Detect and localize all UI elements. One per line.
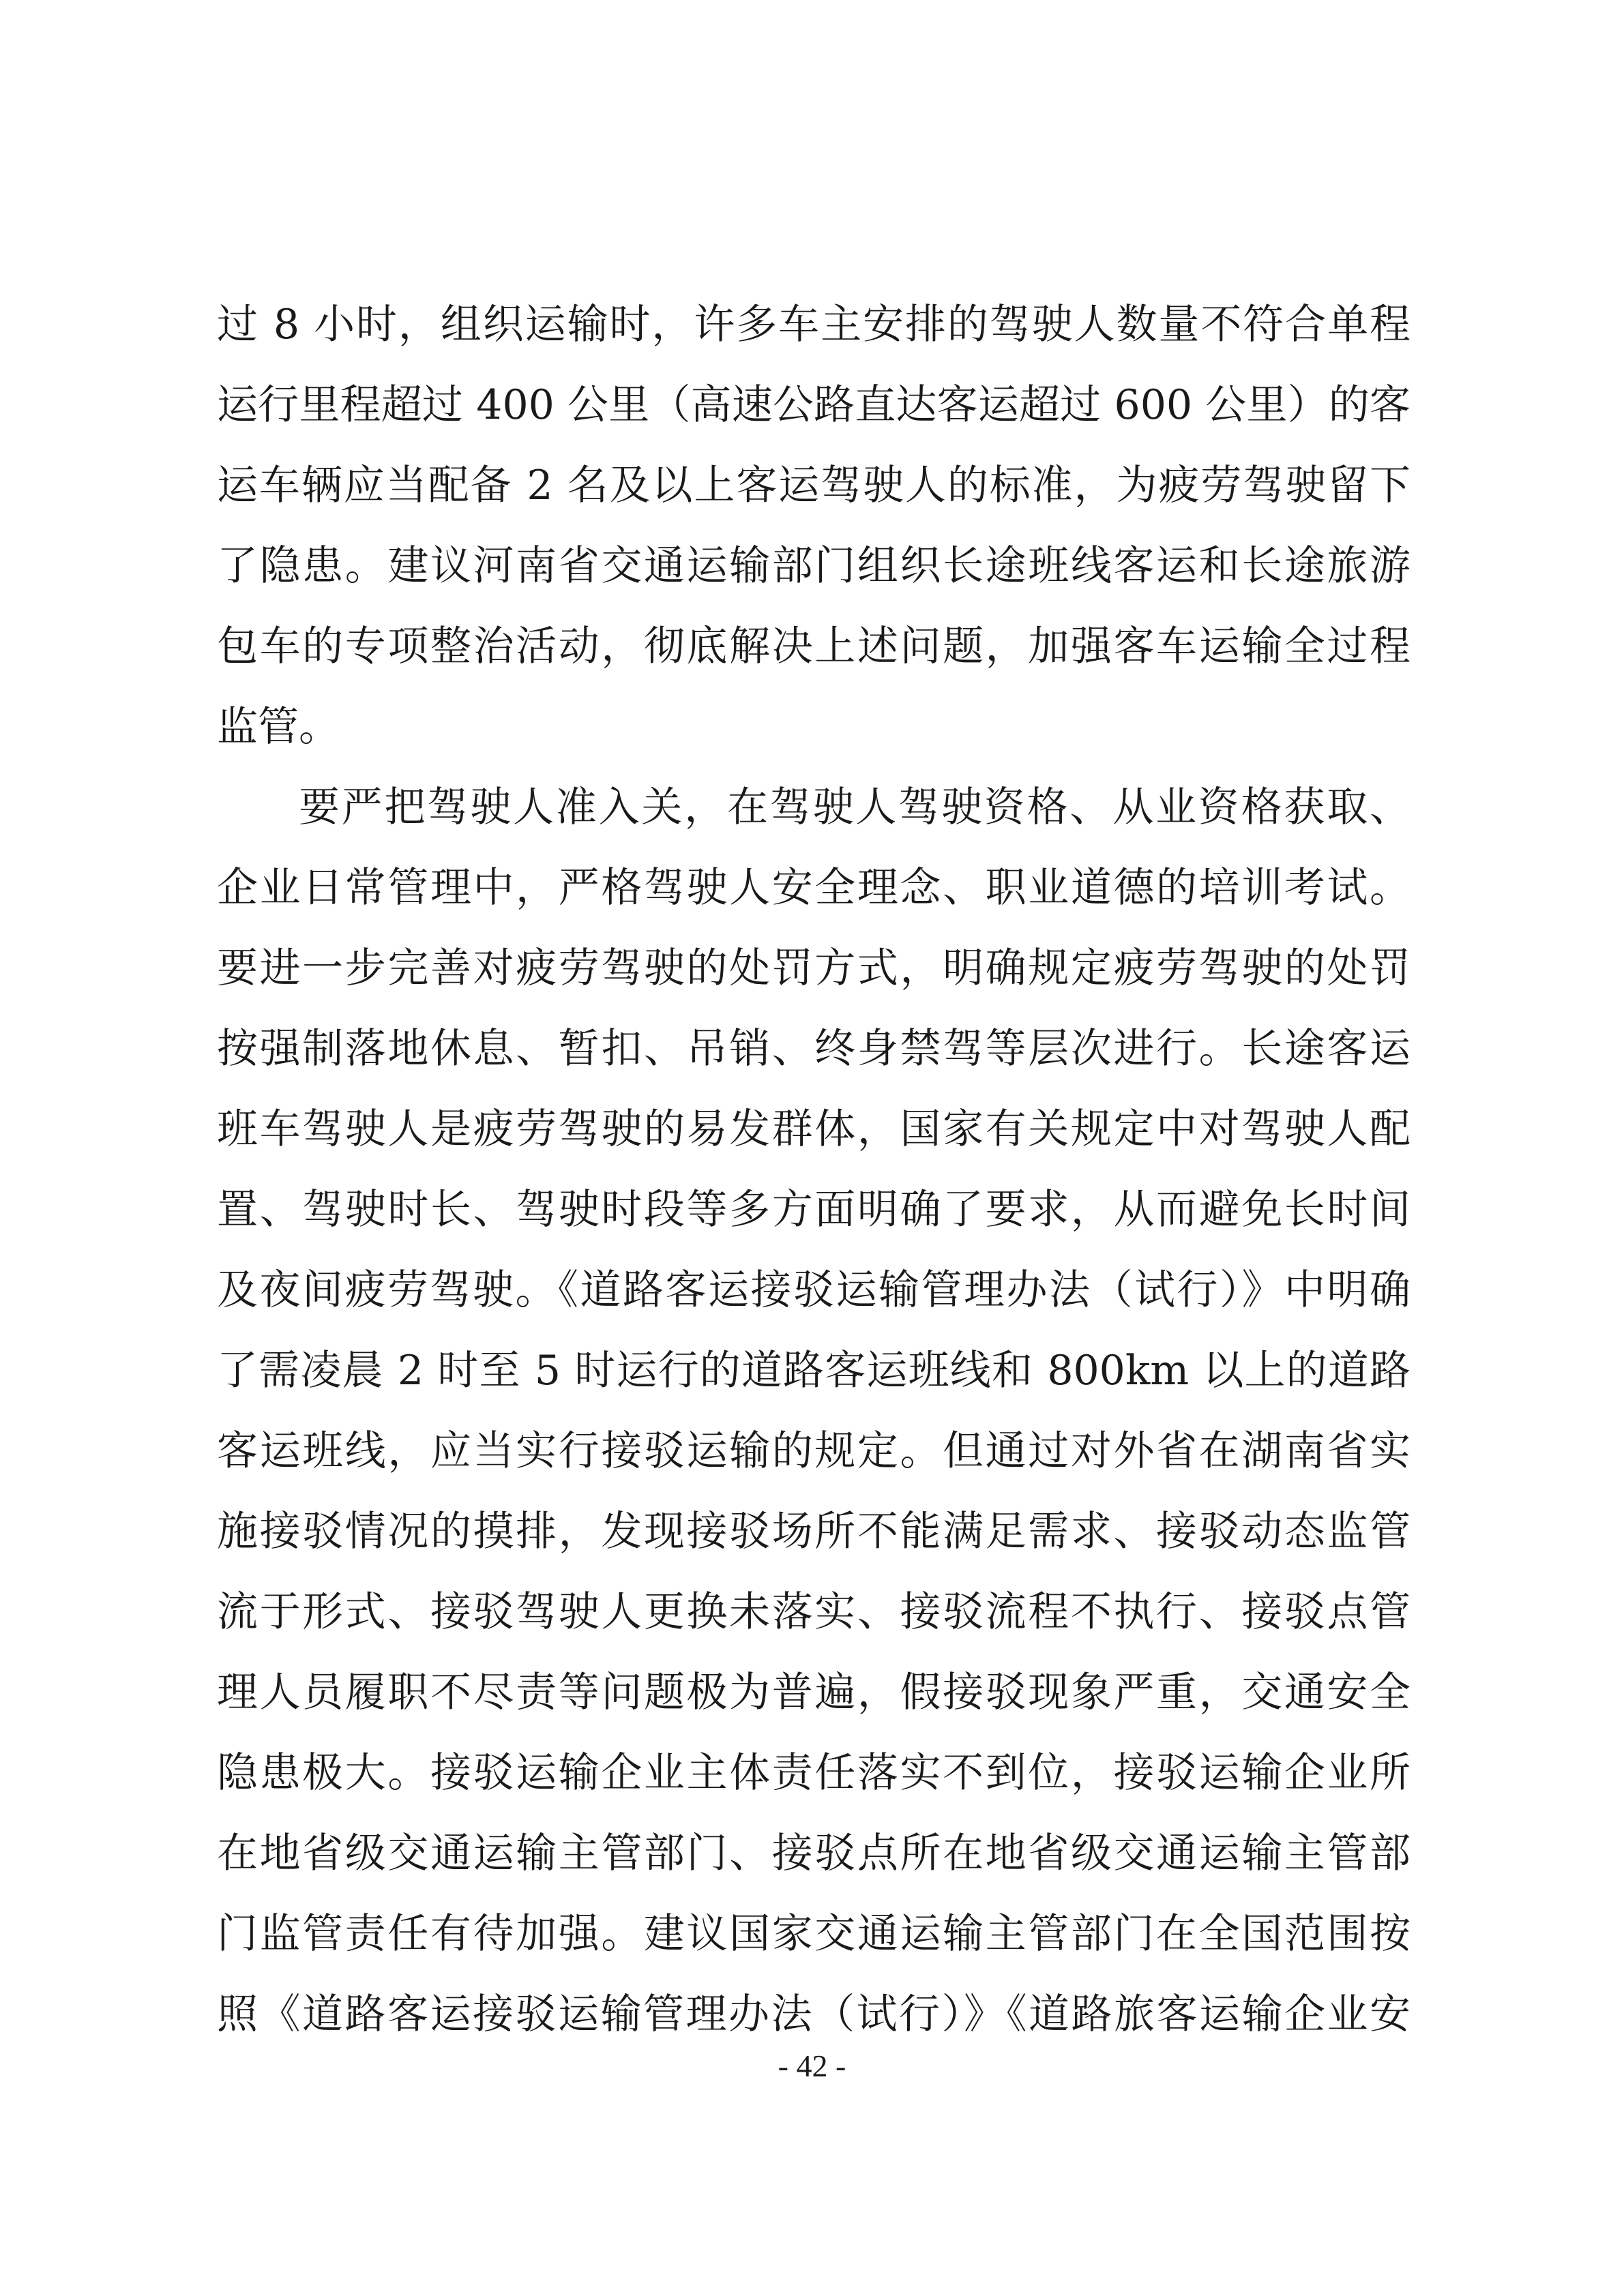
- paragraph-2-line-5: 班车驾驶人是疲劳驾驶的易发群体，国家有关规定中对驾驶人配: [217, 1105, 1411, 1153]
- paragraph-2-line-15: 门监管责任有待加强。建议国家交通运输主管部门在全国范围按: [217, 1910, 1411, 1958]
- paragraph-1-line-6: 监管。: [217, 703, 340, 751]
- paragraph-1-line-4: 了隐患。建议河南省交通运输部门组织长途班线客运和长途旅游: [217, 542, 1411, 590]
- paragraph-2-line-7: 及夜间疲劳驾驶。《道路客运接驳运输管理办法（试行）》中明确: [217, 1266, 1411, 1314]
- page-number: - 42 -: [778, 2048, 846, 2083]
- paragraph-1-line-3: 运车辆应当配备 2 名及以上客运驾驶人的标准，为疲劳驾驶留下: [217, 462, 1411, 509]
- paragraph-2-line-14: 在地省级交通运输主管部门、接驳点所在地省级交通运输主管部: [217, 1830, 1411, 1877]
- paragraph-2-line-2: 企业日常管理中，严格驾驶人安全理念、职业道德的培训考试。: [217, 864, 1411, 912]
- paragraph-2-line-13: 隐患极大。接驳运输企业主体责任落实不到位，接驳运输企业所: [217, 1749, 1411, 1797]
- paragraph-2-line-4: 按强制落地休息、暂扣、吊销、终身禁驾等层次进行。长途客运: [217, 1025, 1411, 1073]
- paragraph-2-line-3: 要进一步完善对疲劳驾驶的处罚方式，明确规定疲劳驾驶的处罚: [217, 944, 1411, 992]
- paragraph-1-line-1: 过 8 小时，组织运输时，许多车主安排的驾驶人数量不符合单程: [217, 301, 1411, 348]
- paragraph-2-line-16: 照《道路客运接驳运输管理办法（试行）》《道路旅客运输企业安: [217, 1991, 1411, 2038]
- paragraph-2-line-9: 客运班线，应当实行接驳运输的规定。但通过对外省在湖南省实: [217, 1427, 1411, 1475]
- paragraph-2-line-12: 理人员履职不尽责等问题极为普遍，假接驳现象严重，交通安全: [217, 1669, 1411, 1716]
- paragraph-2-line-10: 施接驳情况的摸排，发现接驳场所不能满足需求、接驳动态监管: [217, 1508, 1411, 1555]
- paragraph-1-line-5: 包车的专项整治活动，彻底解决上述问题，加强客车运输全过程: [217, 623, 1411, 670]
- paragraph-1-line-2: 运行里程超过 400 公里（高速公路直达客运超过 600 公里）的客: [217, 381, 1411, 429]
- paragraph-2-line-1: 要严把驾驶人准入关，在驾驶人驾驶资格、从业资格获取、: [299, 784, 1411, 831]
- paragraph-2-line-8: 了需凌晨 2 时至 5 时运行的道路客运班线和 800km 以上的道路: [217, 1347, 1411, 1395]
- paragraph-2-line-11: 流于形式、接驳驾驶人更换未落实、接驳流程不执行、接驳点管: [217, 1588, 1411, 1636]
- paragraph-2-line-6: 置、驾驶时长、驾驶时段等多方面明确了要求，从而避免长时间: [217, 1186, 1411, 1234]
